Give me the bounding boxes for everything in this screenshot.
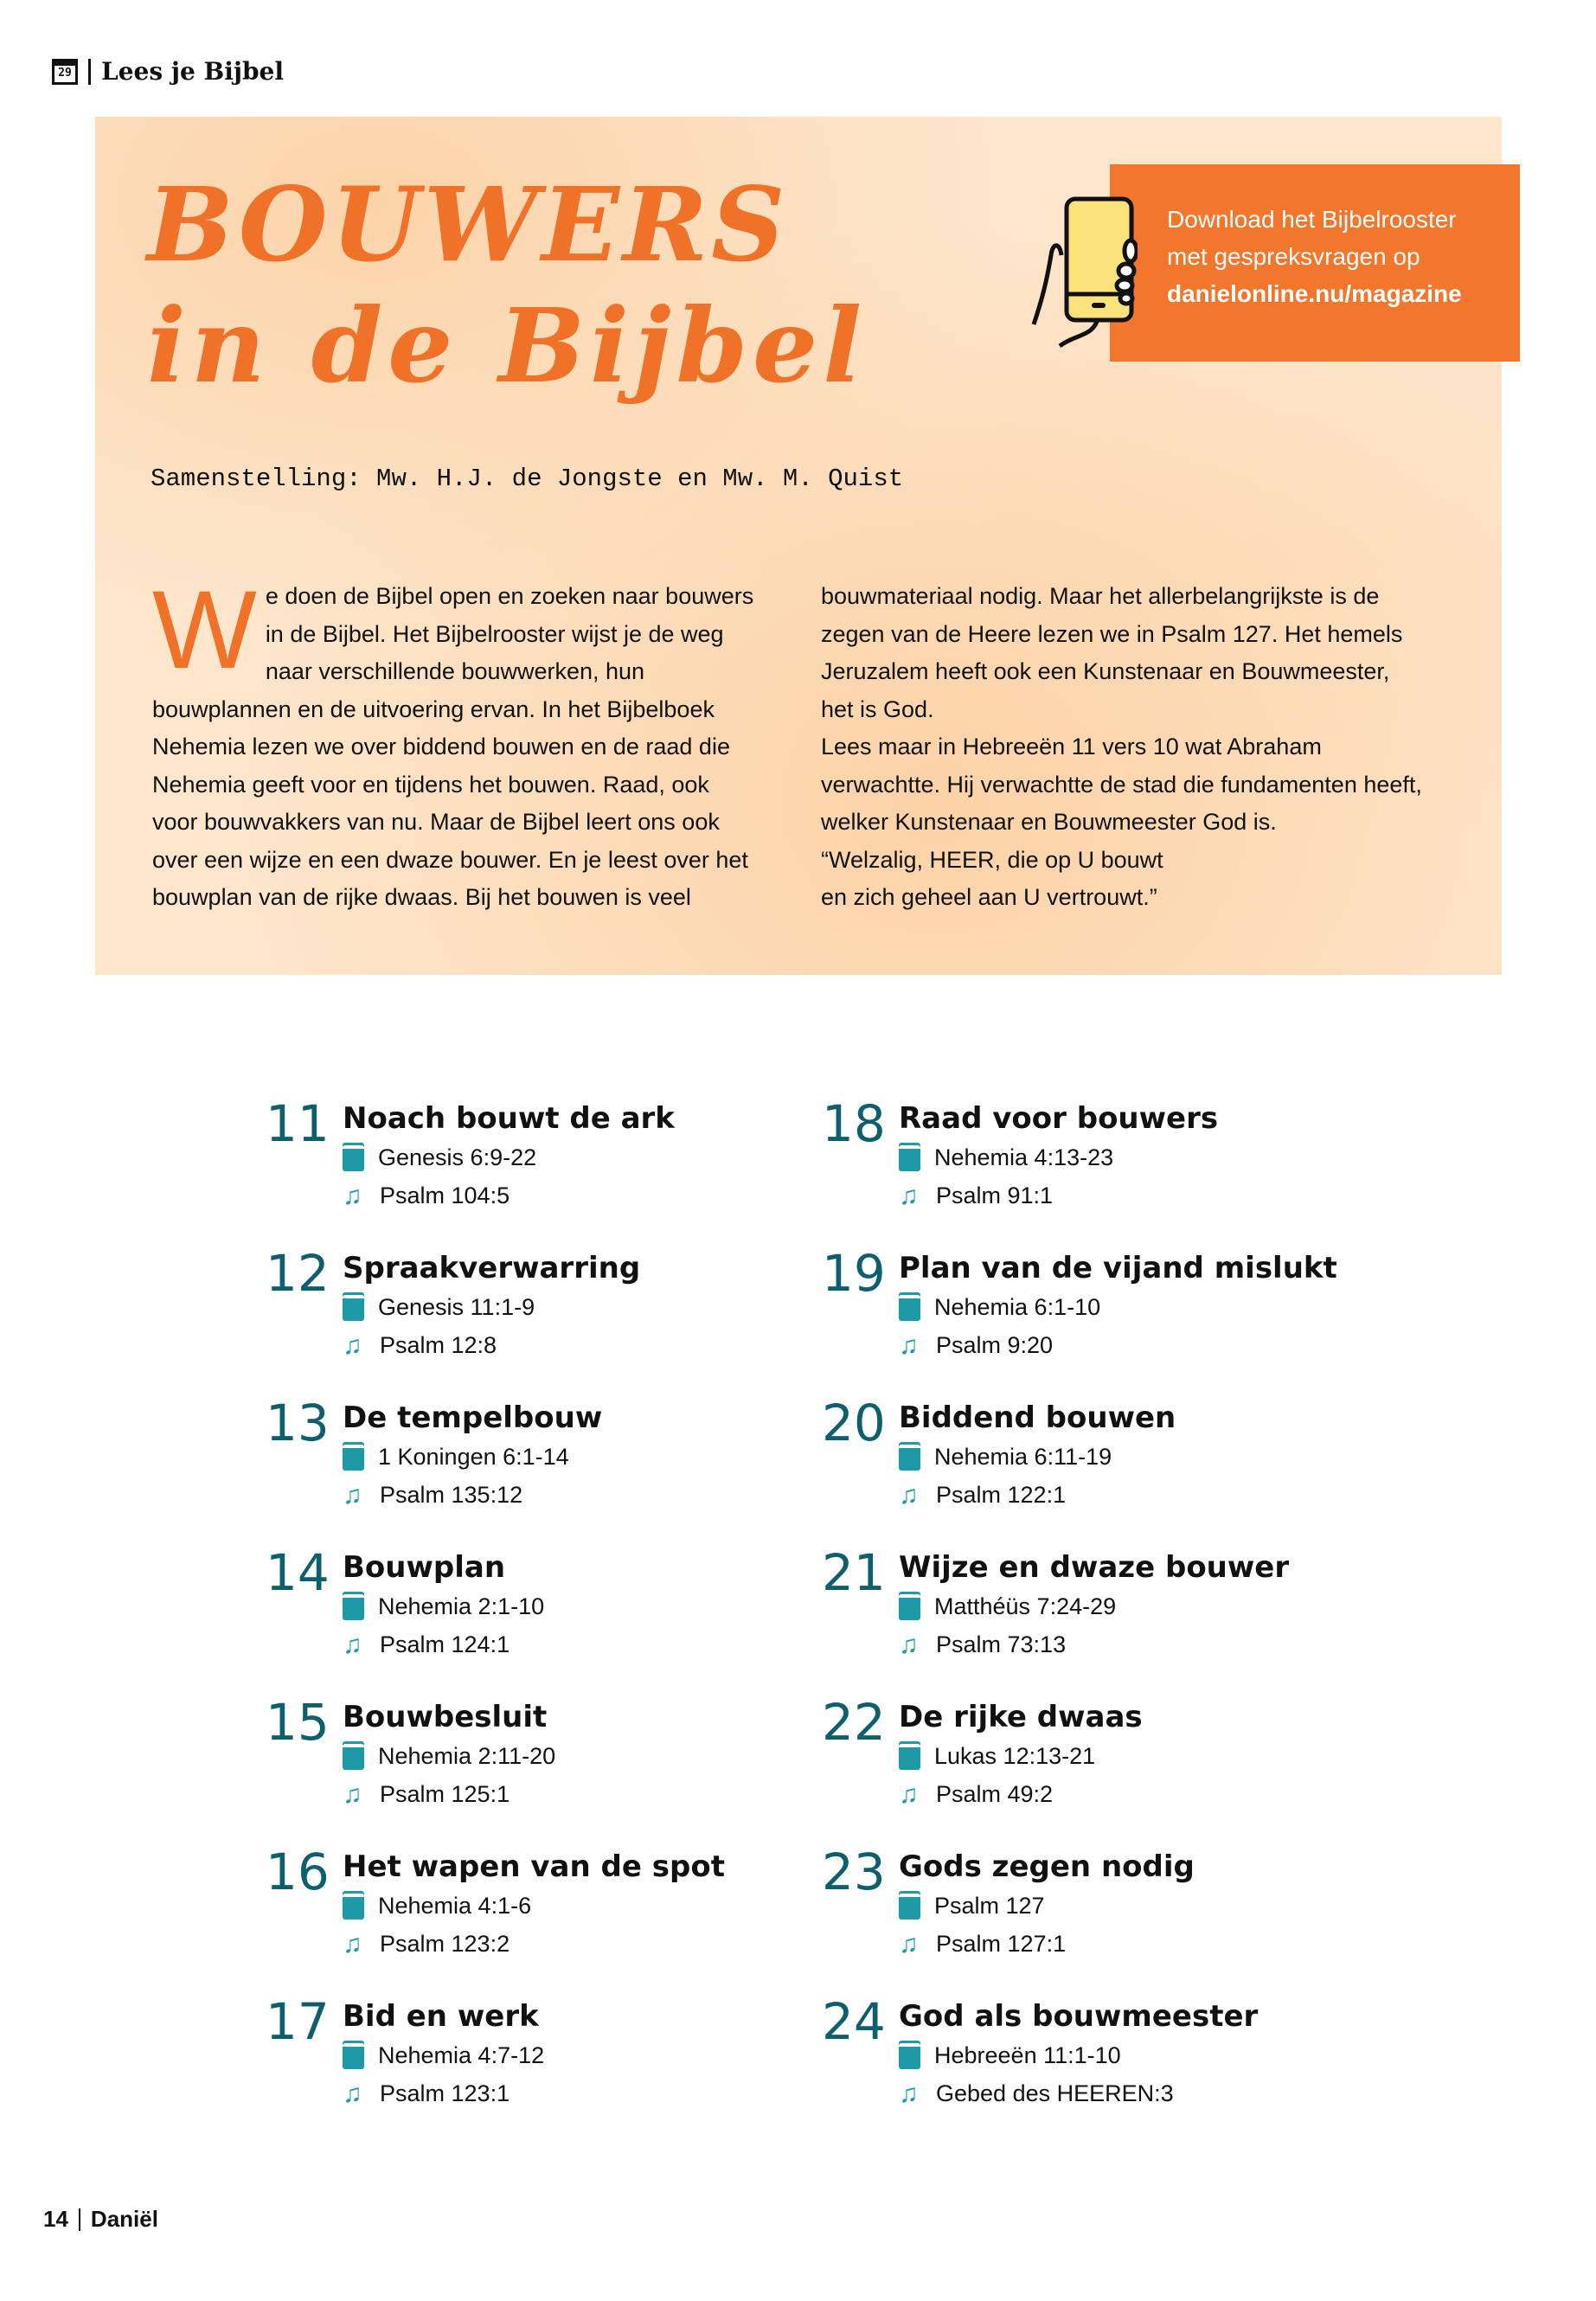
reading-title: Spraakverwarring [343,1251,641,1285]
day-number: 23 [822,1843,886,1901]
bible-passage: Nehemia 4:1-6 [378,1893,532,1919]
music-note-icon: ♫ [343,1181,362,1210]
book-icon [343,1594,364,1620]
bible-passage: 1 Koningen 6:1-14 [378,1444,569,1470]
reading-title: Bid en werk [343,1999,539,2034]
reading-title: De rijke dwaas [899,1700,1143,1734]
bible-passage: Hebreeën 11:1-10 [934,2042,1121,2068]
music-note-icon: ♫ [343,1480,362,1509]
bible-passage: Lukas 12:13-21 [934,1743,1096,1769]
psalm-passage: Gebed des HEEREN:3 [936,2080,1174,2106]
music-note-icon: ♫ [899,1630,919,1659]
psalm-passage: Psalm 73:13 [936,1631,1067,1657]
book-icon [343,1145,364,1171]
psalm-reference [343,1482,522,1509]
reading-title: God als bouwmeester [899,1999,1259,2034]
bible-reference [343,1444,569,1471]
callout-line-1: Download het Bijbelrooster [1167,206,1457,233]
music-note-icon: ♫ [343,1330,362,1360]
bible-reference [343,2042,544,2069]
book-icon [899,2043,920,2069]
intro-right-column [821,578,1426,917]
bible-passage: Nehemia 4:7-12 [378,2042,545,2068]
bible-reference [343,1294,535,1321]
psalm-passage: Psalm 123:1 [380,2080,510,2106]
psalm-passage: Psalm 91:1 [936,1183,1054,1208]
bible-reference [899,1444,1112,1471]
bible-passage: Nehemia 2:11-20 [378,1743,556,1769]
bible-reference [899,1893,1045,1920]
psalm-passage: Psalm 135:12 [380,1482,523,1508]
psalm-reference [899,1183,1053,1209]
psalm-reference [343,1781,510,1808]
bible-passage: Nehemia 6:1-10 [934,1294,1101,1320]
book-icon [899,1594,920,1620]
reading-title: Wijze en dwaze bouwer [899,1550,1290,1585]
music-note-icon: ♫ [343,1779,362,1809]
day-number: 14 [266,1543,330,1602]
psalm-reference [899,1482,1066,1509]
music-note-icon: ♫ [343,1929,362,1958]
reading-title: Raad voor bouwers [899,1101,1219,1136]
credit-line: Samenstelling: Mw. H.J. de Jongste en Mw. M. Quist [151,465,904,493]
book-icon [899,1744,920,1770]
book-icon [899,1145,920,1171]
day-number: 21 [822,1543,886,1602]
calendar-icon: 29 [52,59,78,85]
music-note-icon: ♫ [899,2079,919,2108]
bible-reference [899,1294,1100,1321]
bible-passage: Psalm 127 [934,1893,1045,1919]
quote-line: en zich geheel aan U vertrouwt.” [821,884,1157,910]
music-note-icon: ♫ [899,1480,919,1509]
bible-reference [343,1144,536,1171]
title-line-2: in de Bijbel [147,285,868,406]
day-number: 11 [266,1094,330,1153]
bible-passage: Genesis 11:1-9 [378,1294,535,1320]
psalm-passage: Psalm 49:2 [936,1781,1054,1807]
reading-title: Biddend bouwen [899,1400,1176,1435]
magazine-link[interactable]: danielonline.nu/magazine [1167,280,1462,307]
bible-reference [899,1144,1113,1171]
reading-title: Het wapen van de spot [343,1849,725,1884]
bible-reference [343,1593,544,1620]
section-label: Lees je Bijbel [101,57,284,86]
day-number: 13 [266,1394,330,1452]
psalm-reference [343,2080,510,2107]
bible-reference [899,1593,1116,1620]
bible-reference [899,2042,1121,2069]
psalm-reference [899,1781,1053,1808]
psalm-passage: Psalm 104:5 [380,1183,510,1208]
intro-text: bouwmateriaal nodig. Maar het allerbelangrijkste is de zegen van de Heere lezen we in Psalm 127. Het hemels Jeruzalem heeft ook een Kunstenaar en Bouwmeester, het is God. [821,583,1403,722]
psalm-passage: Psalm 9:20 [936,1332,1054,1358]
music-note-icon: ♫ [899,1929,919,1958]
day-number: 22 [822,1693,886,1752]
music-note-icon: ♫ [343,1630,362,1659]
book-icon [343,1894,364,1920]
divider [79,2208,80,2231]
section-header [52,57,284,86]
psalm-passage: Psalm 124:1 [380,1631,510,1657]
phone-in-hand-icon [1025,195,1138,350]
psalm-passage: Psalm 12:8 [380,1332,497,1358]
intro-left-column [152,568,758,917]
reading-title: Gods zegen nodig [899,1849,1195,1884]
psalm-passage: Psalm 123:2 [380,1931,510,1957]
book-icon [899,1295,920,1321]
reading-title: De tempelbouw [343,1400,603,1435]
book-icon [343,1295,364,1321]
magazine-name: Daniël [90,2206,158,2232]
drop-cap: W [152,568,257,692]
psalm-passage: Psalm 127:1 [936,1931,1067,1957]
reading-title: Plan van de vijand mislukt [899,1251,1337,1285]
psalm-reference [343,1183,510,1209]
reading-title: Bouwplan [343,1550,506,1585]
book-icon [343,1445,364,1471]
bible-passage: Nehemia 2:1-10 [378,1593,545,1619]
bible-passage: Nehemia 4:13-23 [934,1144,1114,1170]
page-footer [43,2206,158,2233]
bible-reference [899,1743,1095,1770]
day-number: 15 [266,1693,330,1752]
bible-passage: Matthéüs 7:24-29 [934,1593,1117,1619]
download-callout [1110,164,1520,362]
bible-reference [343,1743,555,1770]
book-icon [343,1744,364,1770]
psalm-reference [343,1631,510,1658]
music-note-icon: ♫ [899,1330,919,1360]
divider [88,59,91,85]
psalm-reference [899,1631,1066,1658]
bible-passage: Nehemia 6:11-19 [934,1444,1112,1470]
intro-text: Lees maar in Hebreeën 11 vers 10 wat Abraham verwachtte. Hij verwachtte de stad die fundamenten heeft, welker Kunstenaar en Bouwmeester God is. [821,734,1422,835]
psalm-passage: Psalm 125:1 [380,1781,510,1807]
book-icon [343,2043,364,2069]
psalm-reference [343,1332,497,1359]
music-note-icon: ♫ [899,1181,919,1210]
title-line-1: BOUWERS [147,164,789,285]
day-number: 16 [266,1843,330,1901]
quote-line: “Welzalig, HEER, die op U bouwt [821,846,1163,873]
callout-line-2: met gespreksvragen op [1167,243,1420,270]
bible-passage: Genesis 6:9-22 [378,1144,537,1170]
day-number: 12 [266,1244,330,1303]
music-note-icon: ♫ [343,2079,362,2108]
day-number: 17 [266,1992,330,2051]
bible-reference [343,1893,531,1920]
page-title [147,164,867,407]
psalm-reference [899,1332,1053,1359]
psalm-reference [343,1931,510,1958]
intro-text: e doen de Bijbel open en zoeken naar bouwers in de Bijbel. Het Bijbelrooster wijst je de weg naar verschillende bouwwerken, hun bouwplannen en de uitvoering ervan. In het Bijbelboek Nehemia lezen we over biddend bouwen en de raad die Nehemia geeft voor en tijdens het bouwen. Raad, ook voor bouwvakkers van nu. Maar de Bijbel leert ons ook over een wijze en een dwaze bouwer. En je leest over het bouwplan van de rijke dwaas. Bij het bouwen is veel [152,583,754,910]
day-number: 19 [822,1244,886,1303]
psalm-reference [899,2080,1174,2107]
psalm-passage: Psalm 122:1 [936,1482,1067,1508]
reading-title: Noach bouwt de ark [343,1101,675,1136]
day-number: 20 [822,1394,886,1452]
page-number: 14 [43,2206,68,2232]
book-icon [899,1445,920,1471]
day-number: 18 [822,1094,886,1153]
psalm-reference [899,1931,1066,1958]
reading-title: Bouwbesluit [343,1700,548,1734]
music-note-icon: ♫ [899,1779,919,1809]
day-number: 24 [822,1992,886,2051]
book-icon [899,1894,920,1920]
